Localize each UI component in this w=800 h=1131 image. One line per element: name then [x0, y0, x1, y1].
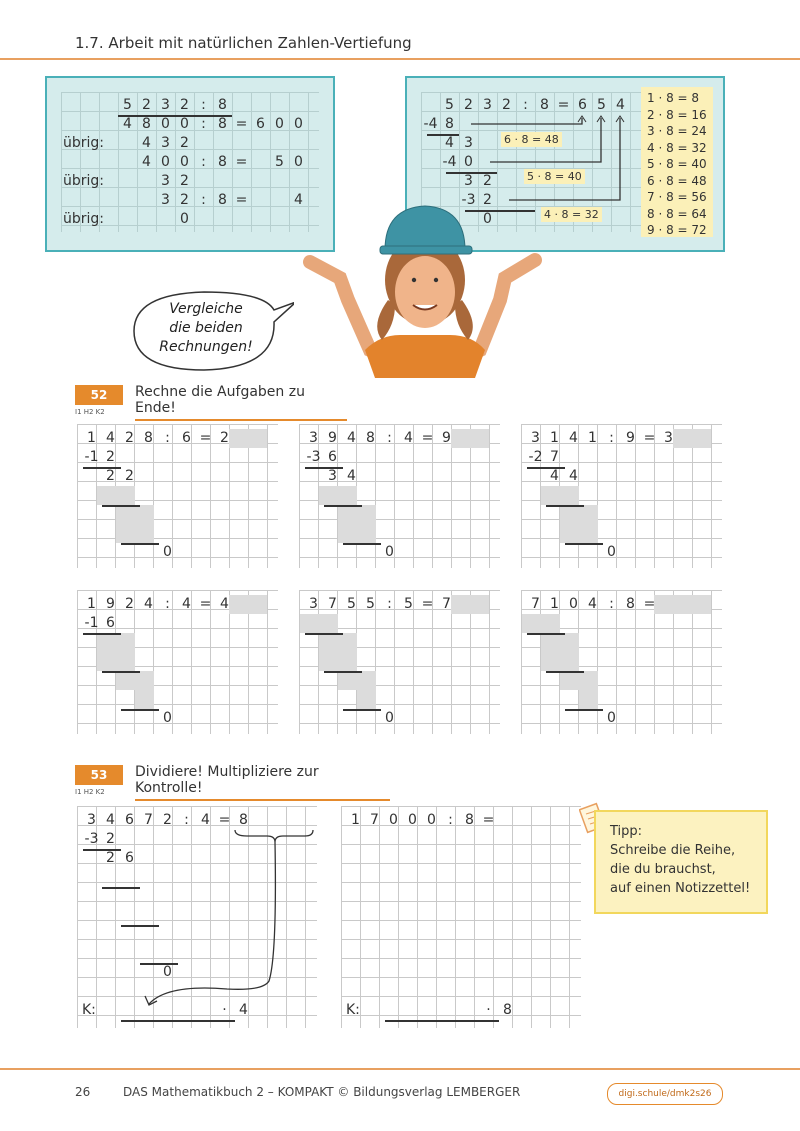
page-title: 1.7. Arbeit mit natürlichen Zahlen-Vertiefung — [75, 34, 412, 52]
example-digit: : — [201, 97, 206, 113]
problem-digit: 3 — [531, 430, 540, 446]
example-digit: = — [235, 154, 248, 170]
example-digit: 0 — [180, 211, 189, 227]
example-digit: 0 — [180, 116, 189, 132]
problem-digit: 9 — [626, 430, 635, 446]
problem-digit: = — [421, 596, 434, 612]
example-digit: 4 — [142, 135, 151, 151]
example-digit: 2 — [483, 192, 492, 208]
step-digit: -3 — [84, 831, 99, 847]
problem-digit: 1 — [87, 430, 96, 446]
example-digit: 5 — [123, 97, 132, 113]
step-digit: -1 — [84, 449, 99, 465]
times-table-row: 4 · 8 = 32 — [647, 140, 707, 155]
task-number-52: 52 — [75, 385, 123, 405]
times-table-row: 7 · 8 = 56 — [647, 190, 707, 204]
check-underline — [385, 1020, 499, 1022]
example-digit: 5 — [445, 97, 454, 113]
times-table-row: 6 · 8 = 48 — [647, 173, 707, 188]
example-digit: 8 — [218, 116, 227, 132]
example-digit: 4 — [142, 154, 151, 170]
problem-digit: : — [448, 812, 453, 828]
answer-cell — [470, 595, 489, 614]
example-digit: 0 — [161, 154, 170, 170]
underline — [118, 115, 232, 117]
check-factor: 4 — [239, 1002, 248, 1018]
example-digit: 0 — [161, 116, 170, 132]
remainder-label: übrig: — [63, 135, 105, 151]
check-label: K: — [82, 1002, 96, 1018]
step-digit: 2 — [125, 468, 134, 484]
underline — [527, 633, 565, 635]
exercise-grid-left — [77, 806, 317, 1028]
step-digit: 2 — [106, 850, 115, 866]
girl-illustration — [300, 200, 545, 380]
example-digit: 5 — [597, 97, 606, 113]
example-digit: 0 — [483, 211, 492, 227]
answer-cell — [692, 429, 711, 448]
problem-digit: = — [643, 430, 656, 446]
answer-cell — [541, 633, 579, 671]
step-digit: -3 — [306, 449, 321, 465]
step-digit: 2 — [106, 449, 115, 465]
task-title-53: Dividiere! Multipliziere zur Kontrolle! — [135, 764, 390, 801]
problem-digit: = — [421, 430, 434, 446]
problem-digit: : — [387, 430, 392, 446]
underline — [121, 543, 159, 545]
check-label: K: — [346, 1002, 360, 1018]
example-digit: 3 — [464, 173, 473, 189]
underline — [546, 671, 584, 673]
problem-digit: 3 — [664, 430, 673, 446]
answer-cell — [560, 671, 598, 690]
example-digit: 8 — [218, 154, 227, 170]
problem-digit: 7 — [442, 596, 451, 612]
task-tags-52: I1 H2 K2 — [75, 408, 105, 416]
times-table-8 — [641, 87, 713, 237]
problem-digit: 8 — [239, 812, 248, 828]
footer-copyright: DAS Mathematikbuch 2 – KOMPAKT © Bildungsverlag LEMBERGER — [123, 1085, 521, 1099]
problem-digit: 5 — [347, 596, 356, 612]
answer-cell — [692, 595, 711, 614]
problem-digit: 1 — [550, 596, 559, 612]
problem-digit: 4 — [347, 430, 356, 446]
problem-digit: = — [199, 430, 212, 446]
times-table-row: 3 · 8 = 24 — [647, 124, 707, 138]
example-digit: 0 — [180, 154, 189, 170]
example-box-left — [45, 76, 335, 252]
speech-bubble-text: Vergleiche die beiden Rechnungen! — [159, 301, 253, 355]
problem-digit: : — [609, 596, 614, 612]
problem-digit: 0 — [389, 812, 398, 828]
problem-digit: 1 — [550, 430, 559, 446]
answer-cell — [116, 505, 154, 543]
answer-cell — [248, 429, 267, 448]
step-digit: 6 — [106, 615, 115, 631]
answer-cell — [97, 633, 135, 671]
remainder-label: übrig: — [63, 211, 105, 227]
example-digit: 2 — [180, 135, 189, 151]
problem-digit: 3 — [309, 596, 318, 612]
answer-cell — [319, 486, 357, 505]
result-digit: 0 — [163, 964, 172, 980]
problem-digit: 4 — [201, 812, 210, 828]
example-digit: 3 — [161, 192, 170, 208]
problem-digit: 1 — [588, 430, 597, 446]
problem-digit: 8 — [465, 812, 474, 828]
check-factor: 8 — [503, 1002, 512, 1018]
problem-digit: = — [482, 812, 495, 828]
example-digit: 0 — [294, 116, 303, 132]
step-digit: -1 — [84, 615, 99, 631]
example-digit: 6 — [256, 116, 265, 132]
result-digit: 0 — [163, 544, 172, 560]
problem-digit: 7 — [531, 596, 540, 612]
example-digit: -4 — [442, 154, 457, 170]
problem-digit: 2 — [125, 596, 134, 612]
problem-digit: 6 — [182, 430, 191, 446]
problem-digit: = — [218, 812, 231, 828]
example-digit: 3 — [161, 135, 170, 151]
step-digit: 6 — [125, 850, 134, 866]
problem-digit: 4 — [569, 430, 578, 446]
example-digit: 3 — [161, 173, 170, 189]
underline — [121, 709, 159, 711]
problem-digit: 4 — [404, 430, 413, 446]
problem-digit: 3 — [87, 812, 96, 828]
problem-digit: 6 — [125, 812, 134, 828]
example-digit: 2 — [180, 173, 189, 189]
answer-cell — [470, 429, 489, 448]
problem-digit: 8 — [144, 430, 153, 446]
exercise-grid — [299, 590, 500, 734]
problem-digit: 9 — [442, 430, 451, 446]
answer-cell — [541, 486, 579, 505]
times-table-row: 9 · 8 = 72 — [647, 223, 707, 237]
exercise-grid — [299, 424, 500, 568]
example-digit: 8 — [540, 97, 549, 113]
tip-box: Tipp: Schreibe die Reihe, die du brauchst, auf einen Notizzettel! — [594, 810, 768, 914]
example-digit: = — [235, 192, 248, 208]
problem-digit: 4 — [144, 596, 153, 612]
example-digit: 2 — [464, 97, 473, 113]
problem-digit: = — [643, 596, 656, 612]
answer-cell — [560, 505, 598, 543]
exercise-grid — [521, 424, 722, 568]
underline — [343, 543, 381, 545]
problem-digit: 4 — [106, 812, 115, 828]
product-annotation: 6 · 8 = 48 — [501, 132, 562, 147]
answer-cell — [357, 690, 376, 709]
underline — [83, 633, 121, 635]
example-digit: 3 — [464, 135, 473, 151]
example-digit: 2 — [142, 97, 151, 113]
example-digit: 6 — [578, 97, 587, 113]
example-digit: = — [557, 97, 570, 113]
problem-digit: 9 — [328, 430, 337, 446]
result-digit: 0 — [607, 710, 616, 726]
example-digit: 2 — [180, 192, 189, 208]
task-tags-53: I1 H2 K2 — [75, 788, 105, 796]
underline — [324, 505, 362, 507]
digi-schule-link[interactable]: digi.schule/dmk2s26 — [607, 1083, 723, 1105]
example-digit: : — [201, 116, 206, 132]
answer-cell — [319, 633, 357, 671]
exercise-grid — [77, 590, 278, 734]
product-annotation: 4 · 8 = 32 — [541, 207, 602, 222]
step-digit: 2 — [106, 468, 115, 484]
problem-digit: 8 — [626, 596, 635, 612]
example-digit: 4 — [445, 135, 454, 151]
example-digit: 8 — [218, 97, 227, 113]
exercise-grid — [521, 590, 722, 734]
underline — [343, 709, 381, 711]
problem-digit: 8 — [366, 430, 375, 446]
example-digit: -3 — [461, 192, 476, 208]
example-digit: 4 — [616, 97, 625, 113]
example-digit: 8 — [445, 116, 454, 132]
result-digit: 0 — [607, 544, 616, 560]
example-digit: 3 — [161, 97, 170, 113]
page-number: 26 — [75, 1085, 91, 1099]
remainder-label: übrig: — [63, 173, 105, 189]
step-digit: 6 — [328, 449, 337, 465]
problem-digit: = — [199, 596, 212, 612]
problem-digit: : — [184, 812, 189, 828]
footer-divider — [0, 1068, 800, 1070]
example-digit: 0 — [275, 116, 284, 132]
check-operator: · — [486, 1002, 491, 1018]
answer-cell — [673, 595, 692, 614]
problem-digit: 4 — [588, 596, 597, 612]
answer-cell — [116, 671, 154, 690]
answer-cell — [338, 671, 376, 690]
example-digit: 4 — [123, 116, 132, 132]
result-digit: 0 — [385, 544, 394, 560]
underline — [565, 543, 603, 545]
example-digit: 4 — [294, 192, 303, 208]
step-digit: 7 — [550, 449, 559, 465]
underline — [305, 633, 343, 635]
times-table-row: 8 · 8 = 64 — [647, 206, 707, 221]
example-digit: 8 — [218, 192, 227, 208]
problem-digit: : — [387, 596, 392, 612]
example-digit: 2 — [180, 97, 189, 113]
exercise-grid-right — [341, 806, 581, 1028]
example-digit: 0 — [464, 154, 473, 170]
exercise-grid — [77, 424, 278, 568]
example-digit: : — [523, 97, 528, 113]
problem-digit: 0 — [427, 812, 436, 828]
underline — [102, 671, 140, 673]
step-digit: 4 — [347, 468, 356, 484]
problem-digit: : — [609, 430, 614, 446]
underline — [102, 505, 140, 507]
example-digit: -4 — [423, 116, 438, 132]
problem-digit: 7 — [370, 812, 379, 828]
step-digit: -2 — [528, 449, 543, 465]
underline — [565, 709, 603, 711]
example-digit: : — [201, 154, 206, 170]
times-table-row: 2 · 8 = 16 — [647, 107, 707, 122]
problem-digit: 7 — [328, 596, 337, 612]
step-digit: 3 — [328, 468, 337, 484]
problem-digit: 4 — [182, 596, 191, 612]
problem-digit: 1 — [351, 812, 360, 828]
example-digit: 5 — [275, 154, 284, 170]
result-digit: 0 — [163, 710, 172, 726]
answer-cell — [248, 595, 267, 614]
problem-digit: 0 — [569, 596, 578, 612]
brace-arrow-icon — [77, 806, 317, 1028]
times-table-row: 1 · 8 = 8 — [647, 91, 700, 105]
example-digit: : — [201, 192, 206, 208]
problem-digit: 5 — [404, 596, 413, 612]
problem-digit: 5 — [366, 596, 375, 612]
example-digit: 8 — [142, 116, 151, 132]
problem-digit: 1 — [87, 596, 96, 612]
example-digit: 0 — [294, 154, 303, 170]
example-digit: = — [235, 116, 248, 132]
problem-digit: 0 — [408, 812, 417, 828]
task-title-52: Rechne die Aufgaben zu Ende! — [135, 384, 347, 421]
example-digit: 2 — [483, 173, 492, 189]
problem-digit: 4 — [106, 430, 115, 446]
problem-digit: 2 — [220, 430, 229, 446]
underline — [546, 505, 584, 507]
problem-digit: 2 — [125, 430, 134, 446]
task-number-53: 53 — [75, 765, 123, 785]
problem-digit: : — [165, 596, 170, 612]
product-annotation: 5 · 8 = 40 — [524, 169, 585, 184]
example-digit: 2 — [502, 97, 511, 113]
answer-cell — [97, 486, 135, 505]
answer-cell — [579, 690, 598, 709]
step-digit: 4 — [569, 468, 578, 484]
underline — [527, 467, 565, 469]
step-digit: 4 — [550, 468, 559, 484]
problem-digit: 2 — [163, 812, 172, 828]
answer-cell — [300, 614, 338, 633]
underline — [83, 467, 121, 469]
answer-cell — [135, 690, 154, 709]
check-operator: · — [222, 1002, 227, 1018]
answer-cell — [522, 614, 560, 633]
problem-digit: 7 — [144, 812, 153, 828]
answer-cell — [338, 505, 376, 543]
step-digit: 2 — [106, 831, 115, 847]
underline — [305, 467, 343, 469]
example-digit: 3 — [483, 97, 492, 113]
header-divider — [0, 58, 800, 60]
times-table-row: 5 · 8 = 40 — [647, 157, 707, 171]
underline — [324, 671, 362, 673]
result-digit: 0 — [385, 710, 394, 726]
problem-digit: 4 — [220, 596, 229, 612]
problem-digit: 3 — [309, 430, 318, 446]
problem-digit: 9 — [106, 596, 115, 612]
problem-digit: : — [165, 430, 170, 446]
